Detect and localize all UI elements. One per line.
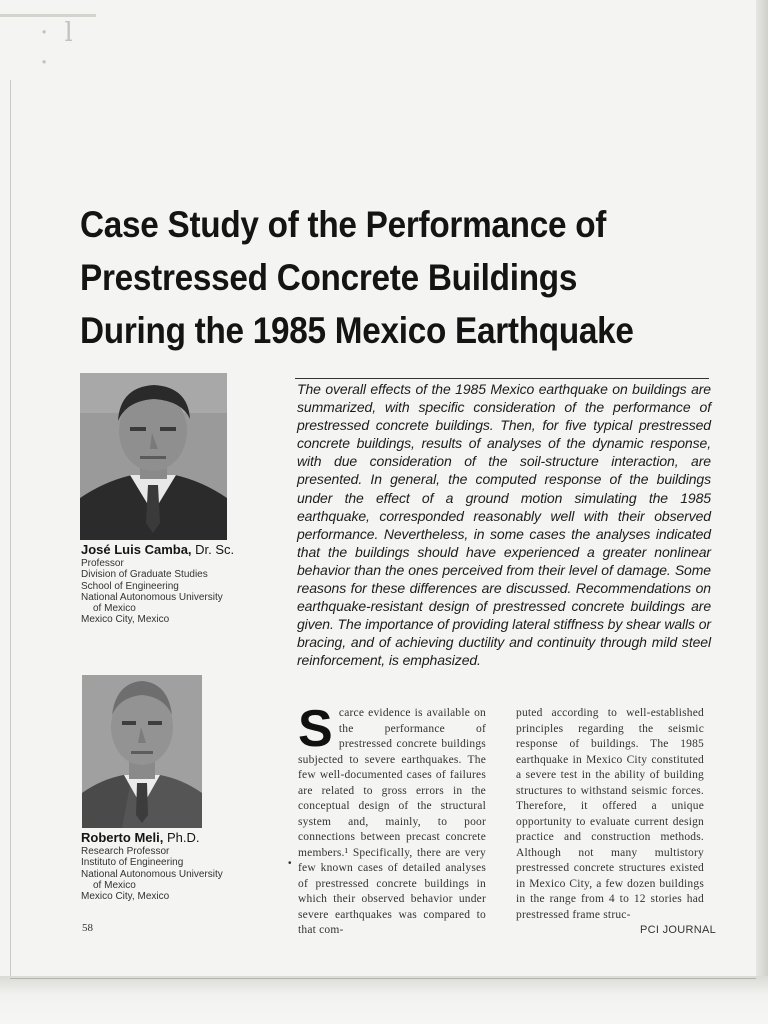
affiliation-line: Professor xyxy=(81,558,124,569)
affiliation-line: Mexico City, Mexico xyxy=(81,614,170,626)
title-line-2: Prestressed Concrete Buildings xyxy=(80,257,578,298)
author-block-meli xyxy=(81,830,281,902)
author-name-text: Roberto Meli, xyxy=(81,830,164,845)
affiliation-line: Research Professor xyxy=(81,846,170,857)
body-column-2: puted according to well-established principles regarding the seismic response of buildings. The 1985 earthquake in Mexico City constituted a severe test in the ability of building structures to withstand seismic forces. Therefore, it offered a unique opportunity to evaluate current design practice and construction methods. Although not many multistory prestressed concrete structures existed in Mexico City, a few dozen buildings in the range from 4 to 12 stories had prestressed frame struc- xyxy=(516,707,704,921)
journal-name: PCI JOURNAL xyxy=(640,924,717,936)
affiliation-line: School of Engineering xyxy=(81,580,179,592)
title-line-3: During the 1985 Mexico Earthquake xyxy=(80,310,634,351)
author-degree: Ph.D. xyxy=(163,830,200,845)
page-number: 58 xyxy=(82,922,93,934)
page-edge-bottom xyxy=(0,976,768,1024)
page-fold-left xyxy=(10,80,11,980)
corner-stripe xyxy=(0,14,96,17)
affiliation-line: National Autonomous University xyxy=(81,868,223,880)
affiliation-line: of Mexico xyxy=(93,603,136,615)
abstract-text: The overall effects of the 1985 Mexico earthquake on buildings are summarized, with specific consideration of the performance of prestressed concrete buildings. Then, for five typical prestressed concrete buildings, results of analyses of the dynamic response, with due consideration of the soil-structure interaction, are presented. In general, the computed response of the buildings under the effect of a ground motion simulating the 1985 earthquake, corresponded reasonably well with their observed performance. Nevertheless, in some cases the analyses indicated that the buildings should have experienced a greater nonlinear behavior than the ones perceived from their level of damage. Some reasons for these differences are discussed. Recommendations on earthquake-resistant design of prestressed concrete buildings are given. The importance of providing lateral stiffness by shear walls or bracing, and of achieving ductility and continuity through mild steel reinforcement, is emphasized. xyxy=(297,381,711,669)
margin-mark: • xyxy=(288,858,292,869)
affiliation-line: Mexico City, Mexico xyxy=(81,891,170,903)
author-name xyxy=(81,542,281,558)
author-block-camba xyxy=(81,542,281,626)
author-photo-meli xyxy=(82,675,202,828)
author-name-text: José Luis Camba, xyxy=(81,542,192,557)
author-name xyxy=(81,830,281,846)
corner-mark: · l · xyxy=(40,18,77,78)
affiliation-line: Division of Graduate Studies xyxy=(81,569,208,581)
portrait-graphic xyxy=(80,373,227,540)
page-edge-right xyxy=(756,0,768,1024)
portrait-graphic xyxy=(82,675,202,828)
article-title xyxy=(80,198,656,357)
page-fold-bottom xyxy=(10,978,756,979)
body-column-1-text: carce evidence is available on the performance of prestressed concrete buildings subjected to severe earthquakes. The few well-documented cases of failures are related to gross errors in the conceptual design of the structural system and, mainly, to poor connections between precast concrete members.¹ Specifically, there are very few known cases of detailed analyses of prestressed concrete buildings in which their observed behavior under severe earthquakes was compared to that com- xyxy=(298,707,486,936)
affiliation-line: Instituto of Engineering xyxy=(81,857,184,869)
author-photo-camba xyxy=(80,373,227,540)
affiliation-line: of Mexico xyxy=(93,879,136,891)
title-line-1: Case Study of the Performance of xyxy=(80,204,607,245)
abstract-rule xyxy=(295,378,709,379)
author-degree: Dr. Sc. xyxy=(191,542,235,557)
body-column-1 xyxy=(298,700,486,939)
affiliation-line: National Autonomous University xyxy=(81,591,223,603)
drop-cap: S xyxy=(298,700,333,758)
